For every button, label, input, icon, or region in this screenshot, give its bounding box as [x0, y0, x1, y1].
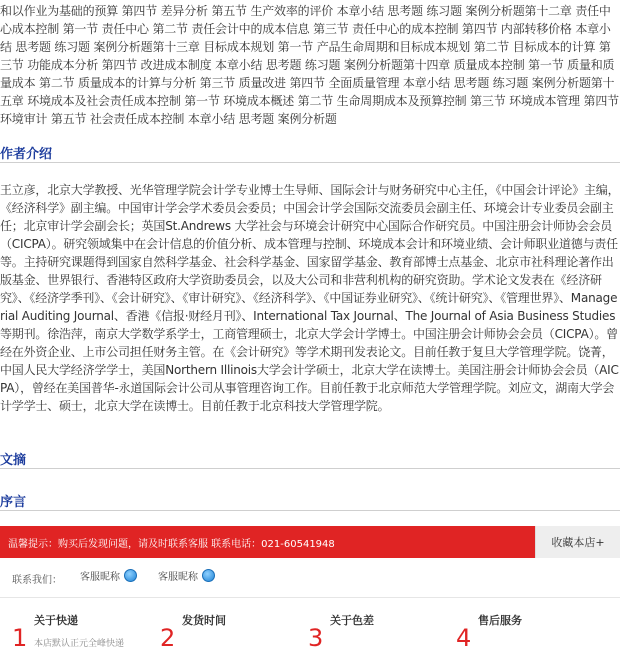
qq-chat-icon	[202, 569, 215, 582]
digest-section-title[interactable]: 文摘	[0, 453, 27, 468]
author-section-header	[0, 137, 620, 163]
author-description-text: 王立彦，北京大学教授、光华管理学院会计学专业博士生导师、国际会计与财务研究中心主任，《中国会计评论》主编，《经济科学》副主编。中国审计学会学术委员会委员；中国会计学会国际交流委员会副主任、环境会计专业委员会副主任；北京审计学会副会长；英国St.Andrews 大学社会与环境会计研究中心国际合作研究员。中国注册会计师协会会员（CICPA）。研究领域集中在会计信息的价值分析、成本管理与控制、环境成本会计和环境业绩、会计师职业道德与责任等。主持研究课题得到国家自然科学基金、社会科学基金、国家留学基金、教育部博士点基金、北京市社科理论著作出版基金、世界银行、香港特区政府大学资助委员会，以及大公司和非营利机构的研究资助。学术论文发表在《经济研究》、《经济学季刊》、《会计研究》、《审计研究》、《经济科学》、《中国证券业研究》、《统计研究》、《管理世界》、Managerial Auditing Journal、香港《信报·财经月刊》、International Tax Journal、The Journal of Asia Business Studies等期刊。徐浩萍，南京大学数学系学士，工商管理硕士，北京大学会计学博士。中国注册会计师协会会员（CICPA）。曾经在外资企业、上市公司担任财务主管。在《会计研究》等学术期刊发表论文。目前任教于复旦大学管理学院。饶菁，中国人民大学经济学学士，美国Northern Illinois大学会计学硕士，北京大学在读博士。美国注册会计师协会会员（AICPA），曾经在美国普华-永道国际会计公司从事管理咨询工作。目前任教于北京师范大学管理学院。刘应文，湖南大学会计学学士、硕士，北京大学在读博士。目前任教于北京科技大学管理学院。	[0, 183, 620, 413]
cs-nickname: 客服昵称	[80, 572, 120, 583]
preface-section-title[interactable]: 序言	[0, 495, 27, 510]
contact-row	[0, 558, 620, 598]
author-section-title[interactable]: 作者介绍	[0, 147, 53, 162]
service-title: 发货时间	[182, 614, 226, 627]
service-title: 关于快递	[34, 614, 78, 627]
digest-section-header	[0, 443, 620, 469]
service-number: 3	[308, 624, 324, 652]
service-number: 2	[160, 624, 176, 652]
table-of-contents-text: 和以作业为基础的预算 第四节 差异分析 第五节 生产效率的评价 本章小结 思考题 练习题 案例分析题第十二章 责任中心成本控制 第一节 责任中心 第二节 责任会计中的成本信息 第三节 责任中心的成本控制 第四节 内部转移价格 本章小结 思考题 练习题 案例分析题第十三章 目标成本规划 第一节 产品生命周期和目标成本规划 第二节 目标成本的计算 第三节 功能成本分析 第四节 改进成本制度 本章小结 思考题 练习题 案例分析题第十四章 质量成本控制 第一节 质量和质量成本 第二节 质量成本的计算与分析 第三节 质量改进 第四节 全面质量管理 本章小结 思考题 练习题 案例分析题第十五章 环境成本及社会责任成本控制 第一节 环境成本概述 第二节 生命周期成本及预算控制 第三节 环境成本管理 第四节 环境审计 第五节 社会责任成本控制 本章小结 思考题 案例分析题	[0, 4, 619, 126]
service-desc: 本店默认正元全峰快递	[34, 639, 125, 649]
service-number: 4	[456, 624, 472, 652]
customer-service-link-1[interactable]	[80, 568, 137, 583]
service-shipping	[12, 598, 152, 652]
preface-section-header	[0, 485, 620, 511]
qq-chat-icon	[124, 569, 137, 582]
service-title: 关于色差	[330, 614, 374, 627]
add-favorite-button[interactable]: 收藏本店+	[535, 526, 620, 558]
service-after-sales	[456, 598, 606, 652]
cs-nickname: 客服昵称	[158, 572, 198, 583]
service-color-difference	[308, 598, 448, 652]
shop-notice-bar	[0, 526, 620, 558]
service-title: 售后服务	[478, 614, 522, 627]
service-delivery-time	[160, 598, 300, 652]
notice-text: 温馨提示：购买后发现问题，请及时联系客服 联系电话：021-60541948	[8, 539, 335, 550]
contact-label: 联系我们：	[12, 575, 62, 586]
service-number: 1	[12, 624, 28, 652]
service-info-row	[0, 598, 620, 652]
customer-service-link-2[interactable]	[158, 568, 215, 583]
